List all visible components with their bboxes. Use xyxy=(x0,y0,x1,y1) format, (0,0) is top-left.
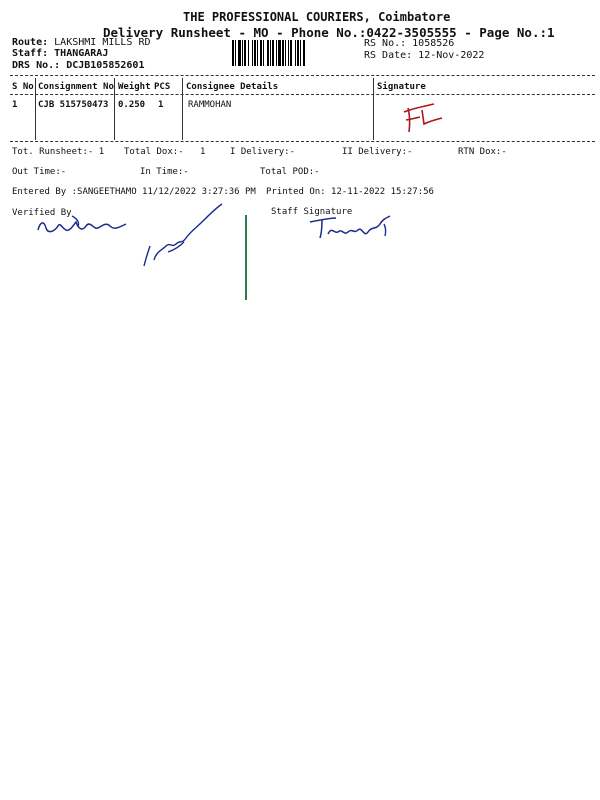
drs-value: DCJB105852601 xyxy=(66,60,145,71)
cell-pcs: 1 xyxy=(158,100,164,110)
second-verifier-signature xyxy=(138,200,228,272)
printed-on: Printed On: 12-11-2022 15:27:56 xyxy=(266,187,434,197)
total-dox-label: Total Dox:- xyxy=(124,147,184,157)
drs-row xyxy=(12,60,144,71)
barcode-gap xyxy=(305,40,306,66)
drs-label: DRS No.: xyxy=(12,60,61,71)
column-divider xyxy=(35,78,36,140)
cell-weight: 0.250 xyxy=(118,100,146,110)
staff-value: THANGARAJ xyxy=(54,48,109,59)
verified-by-label: Verified By xyxy=(12,208,72,218)
company-name: THE PROFESSIONAL COURIERS, Coimbatore xyxy=(183,10,451,24)
out-time: Out Time:- xyxy=(12,167,67,177)
rs-date: RS Date: 12-Nov-2022 xyxy=(364,50,485,61)
stamp-line xyxy=(245,215,247,300)
col-header-sno: S No xyxy=(12,82,34,92)
rtn-dox: RTN Dox:- xyxy=(458,147,507,157)
receiver-signature xyxy=(400,100,448,136)
ii-delivery: II Delivery:- xyxy=(342,147,413,157)
in-time: In Time:- xyxy=(140,167,189,177)
staff-signature-label: Staff Signature xyxy=(271,207,353,217)
staff-label: Staff: xyxy=(12,48,49,59)
total-dox-value: 1 xyxy=(200,147,206,157)
verifier-signature xyxy=(32,212,132,240)
column-divider xyxy=(114,78,115,140)
barcode xyxy=(232,40,354,66)
table-top-rule xyxy=(10,75,595,76)
cell-consignee: RAMMOHAN xyxy=(188,100,232,110)
col-header-weight: Weight xyxy=(118,82,151,92)
col-header-signature: Signature xyxy=(377,82,426,92)
column-divider xyxy=(182,78,183,140)
table-bottom-rule xyxy=(10,141,595,142)
tot-runsheet: Tot. Runsheet:- 1 xyxy=(12,147,105,157)
cell-sno: 1 xyxy=(12,100,18,110)
table-header-rule xyxy=(10,94,595,95)
cell-consignment: CJB 515750473 xyxy=(38,100,109,110)
staff-row xyxy=(12,48,108,59)
route-value: LAKSHMI MILLS RD xyxy=(54,37,151,48)
col-header-consignee: Consignee Details xyxy=(186,82,279,92)
runsheet-subtitle: Delivery Runsheet - MO - Phone No.:0422-3505555 - Page No.:1 xyxy=(103,25,555,40)
total-pod: Total POD:- xyxy=(260,167,320,177)
col-header-pcs: PCS xyxy=(154,82,171,92)
rs-number: RS No.: 1058526 xyxy=(364,38,455,49)
column-divider xyxy=(373,78,374,140)
i-delivery: I Delivery:- xyxy=(230,147,296,157)
entered-by: Entered By :SANGEETHAMO 11/12/2022 3:27:36 PM xyxy=(12,187,256,197)
route-row xyxy=(12,37,150,48)
col-header-consignment: Consignment No xyxy=(38,82,114,92)
staff-signature xyxy=(306,212,396,242)
route-label: Route: xyxy=(12,37,49,48)
